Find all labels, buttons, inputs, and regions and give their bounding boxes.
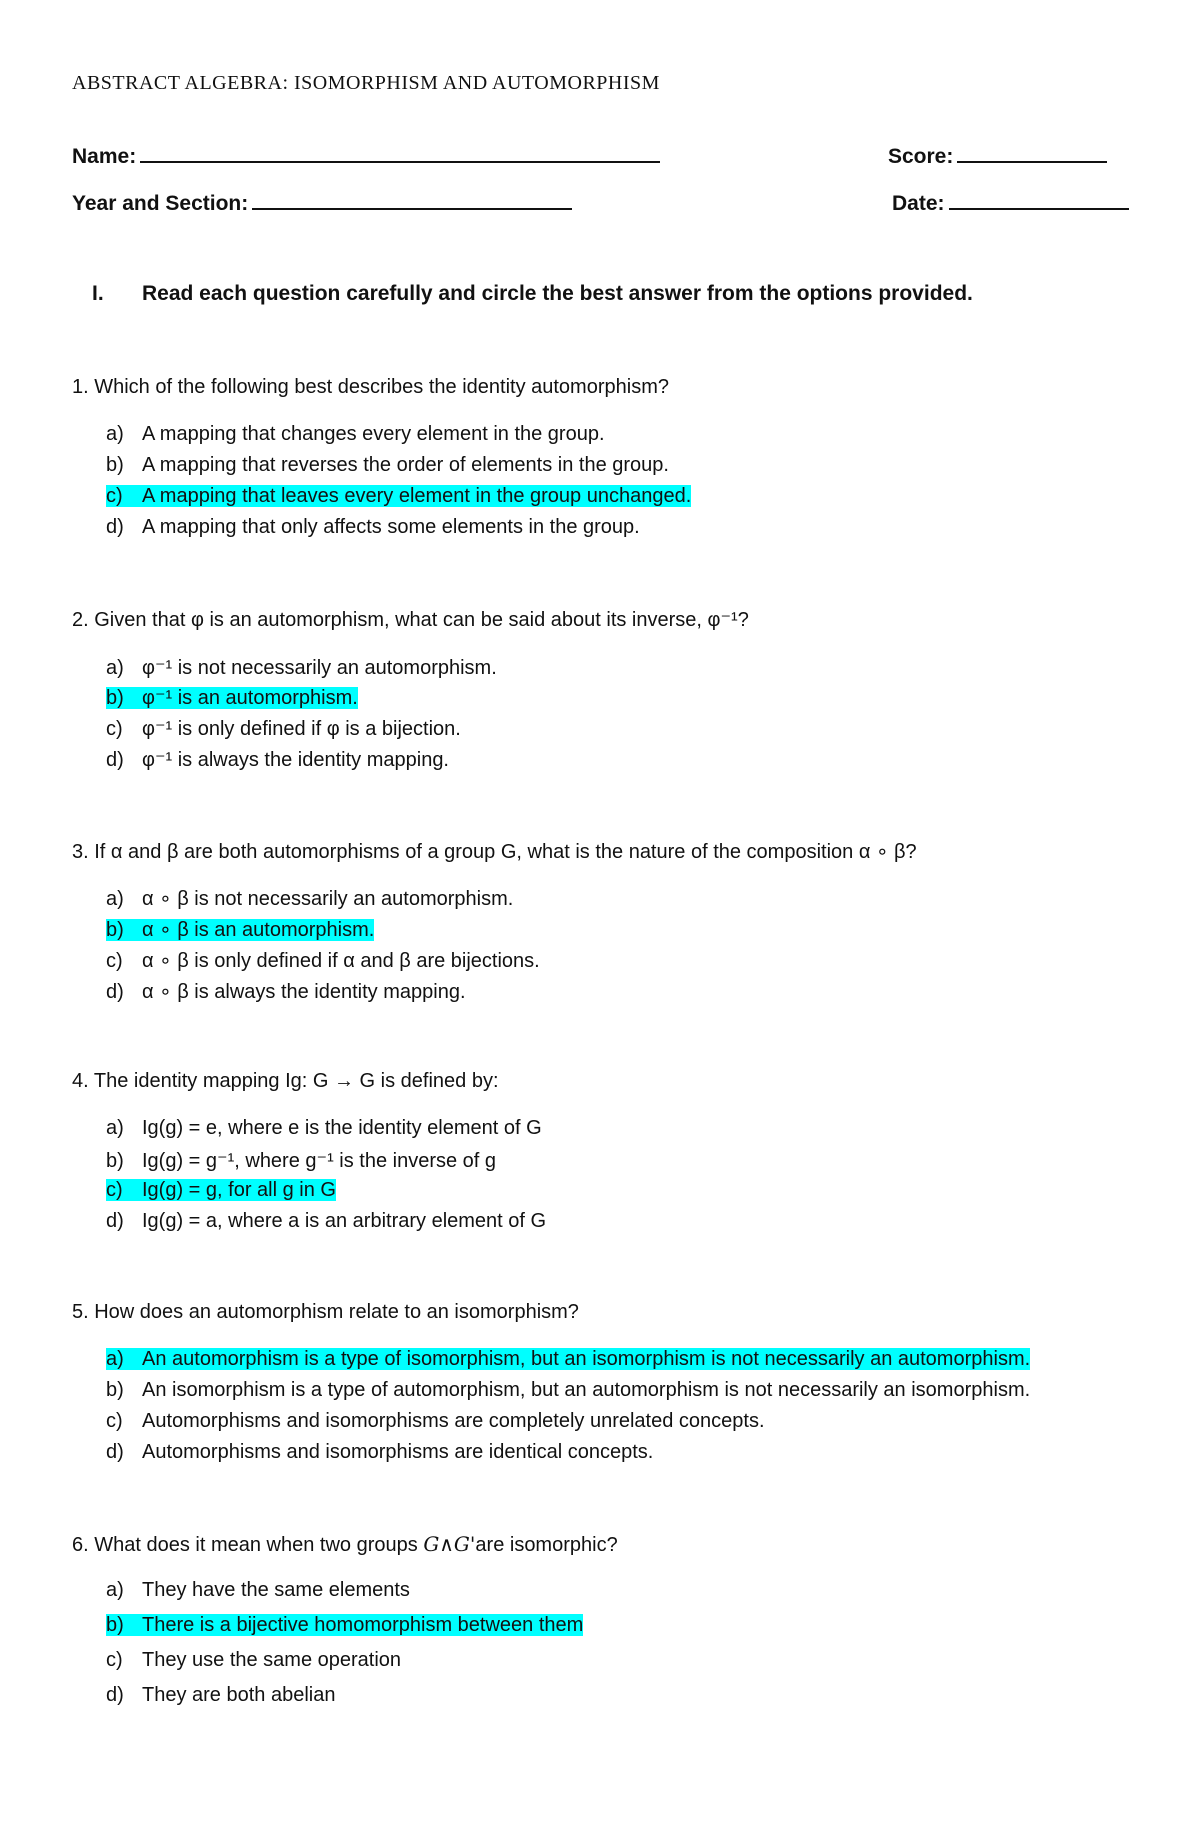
option-letter: b) [106, 919, 124, 941]
option-letter: b) [106, 454, 124, 476]
q4-option-d[interactable] [106, 1210, 546, 1233]
q4-option-a[interactable] [106, 1117, 542, 1140]
option-text: They have the same elements [142, 1579, 410, 1601]
option-text: φ⁻¹ is always the identity mapping. [142, 749, 449, 771]
option-highlight [106, 687, 358, 709]
option-text: Ig(g) = g, for all g in G [142, 1179, 336, 1201]
option-text: Ig(g) = g⁻¹, where g⁻¹ is the inverse of g [142, 1150, 497, 1172]
q3-option-d[interactable] [106, 979, 466, 1004]
question-3: 3. If α and β are both automorphisms of a group G, what is the nature of the composition α ∘ β? [72, 841, 917, 863]
option-letter: d) [106, 516, 124, 538]
option-text: α ∘ β is always the identity mapping. [142, 981, 466, 1003]
option-highlight [106, 1348, 1030, 1370]
question-6 [72, 1532, 618, 1557]
option-text: They are both abelian [142, 1684, 336, 1706]
option-text: φ⁻¹ is not necessarily an automorphism. [142, 657, 497, 679]
score-label: Score: [888, 145, 954, 168]
question-1: 1. Which of the following best describes the identity automorphism? [72, 376, 669, 398]
q1-option-b[interactable] [106, 454, 669, 477]
question-6-text-end: are isomorphic? [475, 1534, 618, 1556]
option-letter: d) [106, 1684, 124, 1706]
option-text: Ig(g) = a, where a is an arbitrary element of G [142, 1210, 547, 1232]
option-highlight [106, 950, 540, 972]
date-blank-line[interactable] [949, 188, 1129, 210]
question-6-math: G∧G' [423, 1532, 476, 1556]
option-letter: a) [106, 1348, 124, 1370]
option-highlight [106, 657, 497, 679]
q1-option-a[interactable] [106, 423, 605, 446]
question-2: 2. Given that φ is an automorphism, what can be said about its inverse, φ⁻¹? [72, 609, 749, 631]
option-highlight [106, 1684, 335, 1706]
option-letter: b) [106, 1379, 124, 1401]
option-text: A mapping that leaves every element in the group unchanged. [142, 485, 692, 507]
instruction-text: Read each question carefully and circle the best answer from the options provided. [142, 282, 973, 305]
option-text: α ∘ β is an automorphism. [142, 919, 375, 941]
option-highlight [106, 1441, 653, 1463]
option-highlight [106, 516, 640, 538]
option-text: A mapping that reverses the order of elements in the group. [142, 454, 669, 476]
option-letter: a) [106, 657, 124, 679]
date-label: Date: [892, 192, 945, 215]
q5-option-b[interactable] [106, 1379, 1030, 1402]
option-highlight [106, 423, 605, 445]
q6-option-b[interactable] [106, 1614, 583, 1637]
option-highlight [106, 1410, 765, 1432]
option-letter: d) [106, 749, 124, 771]
q5-option-a[interactable] [106, 1348, 1030, 1371]
name-blank-line[interactable] [140, 141, 660, 163]
year-section-blank-line[interactable] [252, 188, 572, 210]
option-text: An automorphism is a type of isomorphism, but an isomorphism is not necessarily an automorphism. [142, 1348, 1031, 1370]
option-highlight [106, 1210, 546, 1232]
option-text: A mapping that only affects some elements in the group. [142, 516, 640, 538]
question-5: 5. How does an automorphism relate to an isomorphism? [72, 1301, 579, 1323]
option-letter: c) [106, 950, 123, 972]
option-text: φ⁻¹ is an automorphism. [142, 687, 358, 709]
option-highlight [106, 919, 374, 941]
option-letter: a) [106, 1117, 124, 1139]
option-highlight [106, 718, 461, 740]
option-highlight [106, 1579, 410, 1601]
option-text: Ig(g) = e, where e is the identity element of G [142, 1117, 542, 1139]
option-letter: b) [106, 1150, 124, 1172]
q6-option-a[interactable] [106, 1579, 410, 1602]
option-letter: a) [106, 423, 124, 445]
option-letter: b) [106, 687, 124, 709]
option-letter: a) [106, 888, 124, 910]
option-highlight [106, 749, 449, 771]
q3-option-b[interactable] [106, 917, 374, 942]
option-highlight [106, 1614, 583, 1636]
option-letter: c) [106, 1649, 123, 1671]
q1-option-d[interactable] [106, 516, 640, 539]
option-highlight [106, 1179, 336, 1201]
year-section-field [72, 188, 572, 216]
option-highlight [106, 1117, 542, 1139]
q4-option-c[interactable] [106, 1179, 336, 1202]
question-4: 4. The identity mapping Ig: G → G is defined by: [72, 1070, 499, 1092]
option-highlight [106, 454, 669, 476]
name-label: Name: [72, 145, 137, 168]
q2-option-b[interactable] [106, 685, 358, 710]
option-letter: d) [106, 1441, 124, 1463]
q6-option-d[interactable] [106, 1684, 335, 1707]
question-6-text: 6. What does it mean when two groups [72, 1534, 424, 1556]
option-highlight [106, 1150, 496, 1172]
q1-option-c[interactable] [106, 485, 691, 508]
option-text: There is a bijective homomorphism between them [142, 1614, 584, 1636]
q2-option-a[interactable] [106, 655, 497, 680]
option-text: α ∘ β is only defined if α and β are bijections. [142, 950, 540, 972]
option-letter: c) [106, 485, 123, 507]
q4-option-b[interactable] [106, 1148, 496, 1173]
score-field [888, 141, 1107, 169]
q6-option-c[interactable] [106, 1649, 401, 1672]
q3-option-c[interactable] [106, 948, 540, 973]
q2-option-d[interactable] [106, 747, 449, 772]
instruction-number: I. [92, 282, 104, 305]
option-text: Automorphisms and isomorphisms are identical concepts. [142, 1441, 654, 1463]
option-highlight [106, 1649, 401, 1671]
option-text: φ⁻¹ is only defined if φ is a bijection. [142, 718, 461, 740]
year-section-label: Year and Section: [72, 192, 249, 215]
option-text: A mapping that changes every element in the group. [142, 423, 605, 445]
option-letter: d) [106, 981, 124, 1003]
document-title: ABSTRACT ALGEBRA: ISOMORPHISM AND AUTOMORPHISM [72, 72, 660, 94]
option-letter: b) [106, 1614, 124, 1636]
date-field [892, 188, 1129, 216]
option-letter: a) [106, 1579, 124, 1601]
name-field [72, 141, 660, 169]
q5-option-c[interactable] [106, 1410, 765, 1433]
instruction [92, 282, 973, 306]
option-text: They use the same operation [142, 1649, 402, 1671]
option-text: Automorphisms and isomorphisms are completely unrelated concepts. [142, 1410, 765, 1432]
option-letter: c) [106, 1179, 123, 1201]
option-text: An isomorphism is a type of automorphism, but an automorphism is not necessarily an isomorphism. [142, 1379, 1031, 1401]
option-highlight [106, 485, 691, 507]
option-highlight [106, 981, 466, 1003]
option-letter: c) [106, 718, 123, 740]
option-text: α ∘ β is not necessarily an automorphism. [142, 888, 514, 910]
option-highlight [106, 888, 513, 910]
q3-option-a[interactable] [106, 886, 513, 911]
option-highlight [106, 1379, 1030, 1401]
option-letter: c) [106, 1410, 123, 1432]
score-blank-line[interactable] [957, 141, 1107, 163]
q5-option-d[interactable] [106, 1441, 653, 1464]
q2-option-c[interactable] [106, 716, 461, 741]
option-letter: d) [106, 1210, 124, 1232]
